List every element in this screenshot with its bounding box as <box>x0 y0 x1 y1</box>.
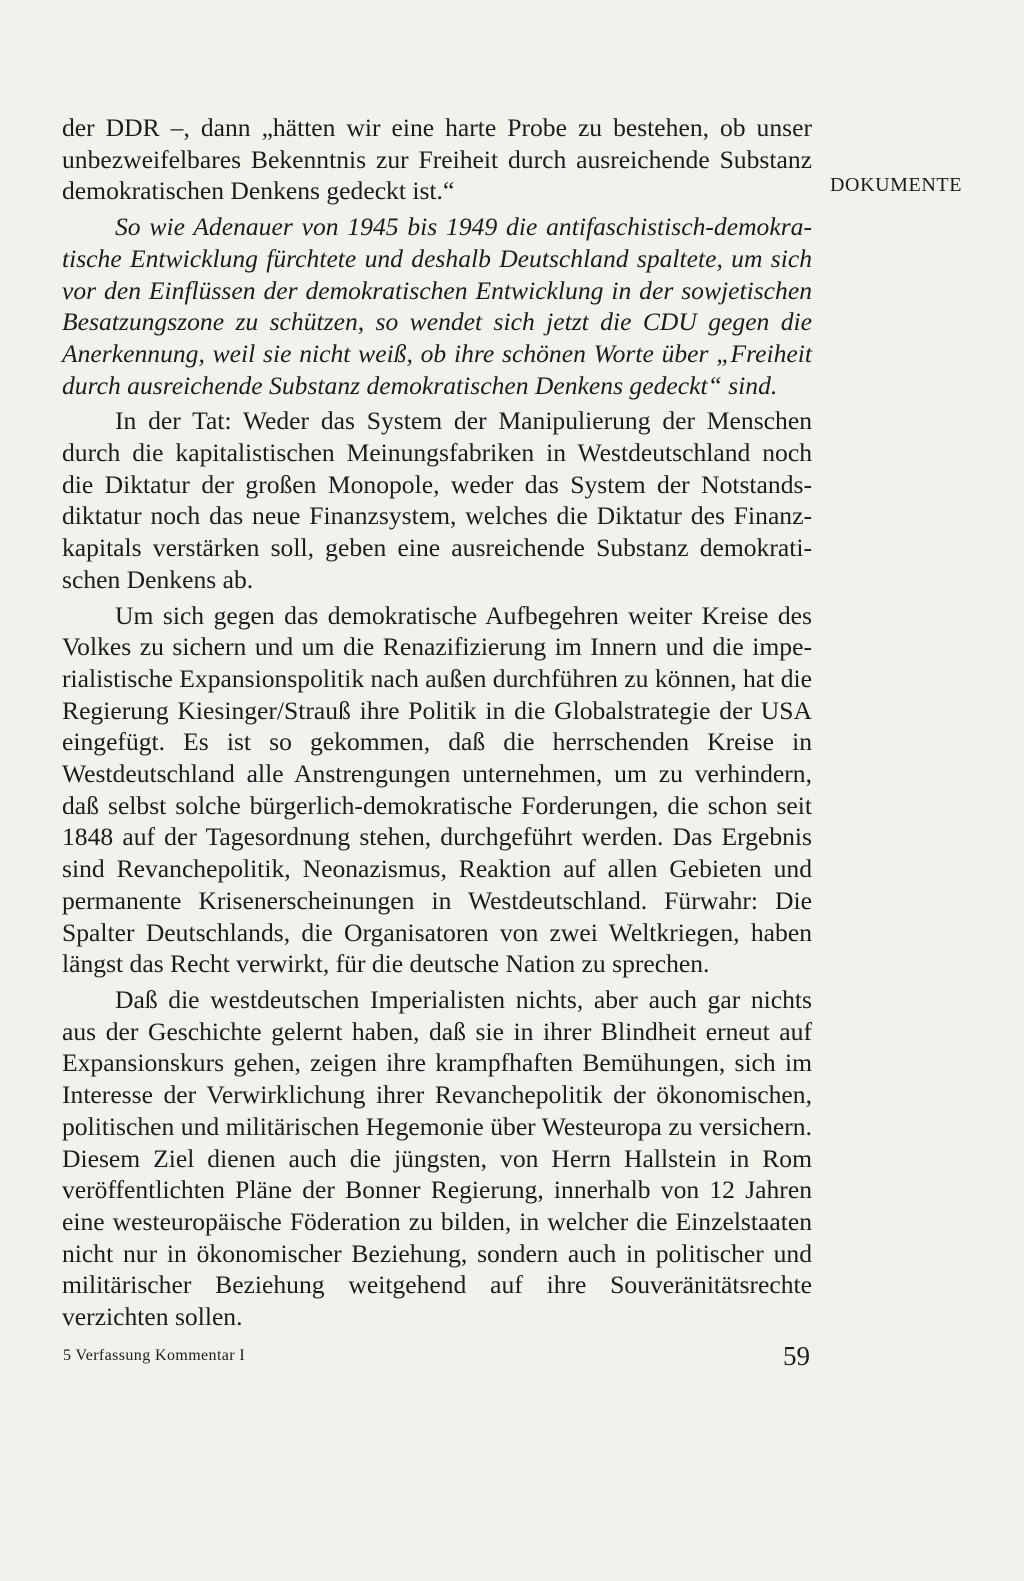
body-text <box>62 112 812 1333</box>
footer-signature: 5 Verfassung Kommentar I <box>63 1347 246 1364</box>
paragraph: Um sich gegen das demokratische Aufbegehren weiter Kreise des Volkes zu sichern und um die Renazifizierung im Innern und die imperialistische Expansionspolitik nach außen durchführen zu können, hat die Regierung Kiesinger/Strauß ihre Politik in die Globalstrategie der USA eingefügt. Es ist so gekommen, daß die herrschenden Kreise in Westdeutschland alle Anstrengungen unternehmen, um zu verhindern, daß selbst solche bürgerlich-demokratische Forderungen, die schon seit 1848 auf der Tagesordnung stehen, durchgeführt werden. Das Ergebnis sind Revanchepolitik, Neonazismus, Reaktion auf allen Gebieten und permanente Krisenerscheinungen in Westdeutschland. Fürwahr: Die Spalter Deutschlands, die Organisatoren von zwei Weltkriegen, haben längst das Recht verwirkt, für die deutsche Nation zu sprechen. <box>62 600 812 979</box>
paragraph-continuation: der DDR –, dann „hätten wir eine harte Probe zu bestehen, ob unser unbezweifelbares Bekenntnis zur Freiheit durch ausreichende Substanz demokratischen Denkens gedeckt ist.“ <box>62 113 812 206</box>
margin-section-label: DOKUMENTE <box>830 174 963 196</box>
paragraph-italic-commentary: So wie Adenauer von 1945 bis 1949 die antifaschistisch-demokratische Entwicklung fürchtete und deshalb Deutschland spaltete, um sich vor den Einflüssen der demokratischen Entwicklung in der sowjetischen Besatzungszone zu schützen, so wendet sich jetzt die CDU gegen die Anerkennung, weil sie nicht weiß, ob ihre schönen Worte über „Freiheit durch ausreichende Substanz demokratischen Denkens gedeckt“ sind. <box>62 212 812 400</box>
paragraph: In der Tat: Weder das System der Manipulierung der Menschen durch die kapitalistischen Meinungsfabriken in Westdeutschland noch die Diktatur der großen Monopole, weder das System der Notstandsdiktatur noch das neue Finanzsystem, welches die Diktatur des Finanzkapitals verstärken soll, geben eine ausreichende Substanz demokratischen Denkens ab. <box>62 406 812 594</box>
paragraph: Daß die westdeutschen Imperialisten nichts, aber auch gar nichts aus der Geschichte gelernt haben, daß sie in ihrer Blindheit erneut auf Expansionskurs gehen, zeigen ihre krampfhaften Bemühungen, sich im Interesse der Verwirklichung ihrer Revanchepolitik der ökonomischen, politischen und militärischen Hegemonie über Westeuropa zu versichern. Diesem Ziel dienen auch die jüngsten, von Herrn Hallstein in Rom veröffentlichten Pläne der Bonner Regierung, innerhalb von 12 Jahren eine westeuropäische Föderation zu bilden, in welcher die Einzelstaaten nicht nur in ökonomischer Beziehung, sondern auch in politischer und militärischer Beziehung weitgehend auf ihre Souveränitätsrechte verzichten sollen. <box>62 984 812 1332</box>
page-number: 59 <box>783 1341 810 1371</box>
